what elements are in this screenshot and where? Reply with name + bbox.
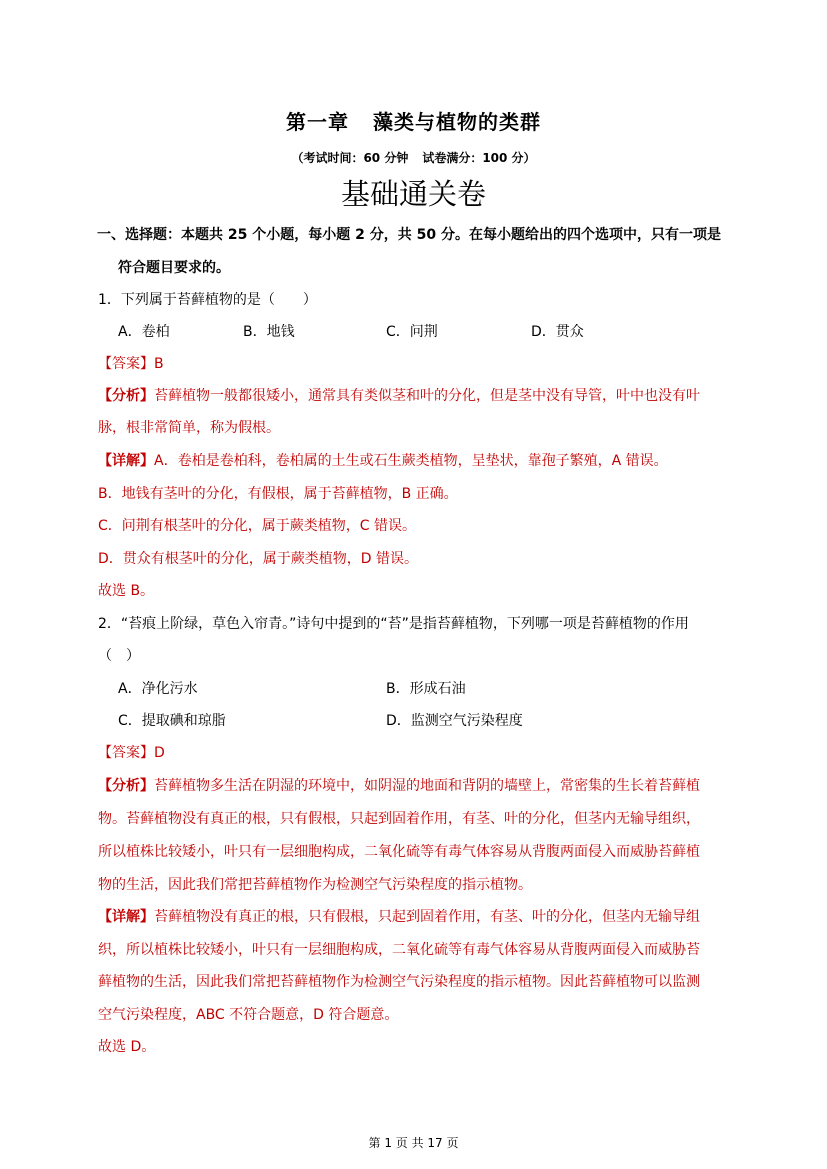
q2-option-b: B．形成石油 (386, 681, 466, 697)
q1-detail-line4: D．贯众有根茎叶的分化，属于蕨类植物，D 错误。 (98, 551, 419, 567)
chapter-title (0, 106, 827, 135)
q2-option-d: D．监测空气污染程度 (386, 713, 523, 729)
q2-analysis-line1 (98, 776, 700, 796)
exam-time: （考试时间：60 分钟 (291, 151, 409, 165)
q2-detail-line2: 织，所以植株比较矮小，叶只有一层细胞构成，二氧化硫等有毒气体容易从背腹两面侵入而威胁苔 (98, 942, 700, 958)
q1-option-a: A．卷柏 (118, 324, 170, 340)
q1-detail-label: 【详解】 (98, 453, 154, 469)
q2-analysis-line2: 物。苔藓植物没有真正的根，只有假根，只起到固着作用，有茎、叶的分化，但茎内无输导组织， (98, 811, 700, 827)
q2-option-a: A．净化污水 (118, 681, 198, 697)
q1-detail-line2: B．地钱有茎叶的分化，有假根，属于苔藓植物，B 正确。 (98, 486, 458, 502)
q2-conclusion: 故选 D。 (98, 1039, 156, 1055)
q1-answer: 【答案】B (98, 356, 164, 372)
q2-detail-line3: 藓植物的生活，因此我们常把苔藓植物作为检测空气污染程度的指示植物。因此苔藓植物可以监测 (98, 974, 700, 990)
page-footer: 第 1 页 共 17 页 (368, 1136, 459, 1150)
chapter-number: 第一章 (286, 110, 349, 134)
q2-stem-line1: 2．“苔痕上阶绿，草色入帘青。”诗句中提到的“苔”是指苔藓植物，下列哪一项是苔藓植物的作用 (98, 616, 689, 632)
q2-detail-label: 【详解】 (98, 909, 154, 925)
q1-analysis-line2: 脉，根非常简单，称为假根。 (98, 420, 280, 436)
q1-analysis-line1 (98, 386, 700, 406)
q2-analysis-line4: 物的生活，因此我们常把苔藓植物作为检测空气污染程度的指示植物。 (98, 877, 532, 893)
exam-score: 试卷满分：100 分） (422, 151, 536, 165)
section-heading-line2: 符合题目要求的。 (118, 260, 230, 276)
q1-analysis-text1: 苔藓植物一般都很矮小，通常具有类似茎和叶的分化，但是茎中没有导管，叶中也没有叶 (154, 388, 700, 404)
q2-stem-line2: （ ） (98, 648, 140, 664)
q1-detail-line1 (98, 451, 668, 471)
q2-detail-line4: 空气污染程度，ABC 不符合题意，D 符合题意。 (98, 1007, 399, 1023)
q1-option-c: C．问荆 (386, 324, 438, 340)
q2-option-c: C．提取碘和琼脂 (118, 713, 226, 729)
chapter-name: 藻类与植物的类群 (373, 110, 541, 134)
q2-answer: 【答案】D (98, 745, 165, 761)
paper-title: 基础通关卷 (340, 177, 486, 211)
q1-analysis-label: 【分析】 (98, 388, 154, 404)
q2-analysis-line3: 所以植株比较矮小，叶只有一层细胞构成，二氧化硫等有毒气体容易从背腹两面侵入而威胁苔藓植 (98, 844, 700, 860)
section-heading-line1: 一、选择题：本题共 25 个小题，每小题 2 分，共 50 分。在每小题给出的四个选项中，只有一项是 (97, 227, 721, 243)
q1-option-d: D．贯众 (531, 324, 584, 340)
q2-analysis-label: 【分析】 (98, 778, 154, 794)
q2-detail-line1 (98, 907, 700, 927)
q1-detail-text1: A．卷柏是卷柏科，卷柏属的土生或石生蕨类植物，呈垫状，靠孢子繁殖，A 错误。 (154, 453, 668, 469)
q2-analysis-text1: 苔藓植物多生活在阴湿的环境中，如阴湿的地面和背阴的墙壁上，常密集的生长着苔藓植 (154, 778, 700, 794)
q1-stem: 1．下列属于苔藓植物的是（ ） (98, 292, 317, 308)
exam-info (0, 149, 827, 166)
q1-option-b: B．地钱 (243, 324, 295, 340)
q2-detail-text1: 苔藓植物没有真正的根，只有假根，只起到固着作用，有茎、叶的分化，但茎内无输导组 (154, 909, 700, 925)
q1-conclusion: 故选 B。 (98, 583, 155, 599)
q1-detail-line3: C．问荆有根茎叶的分化，属于蕨类植物，C 错误。 (98, 518, 416, 534)
